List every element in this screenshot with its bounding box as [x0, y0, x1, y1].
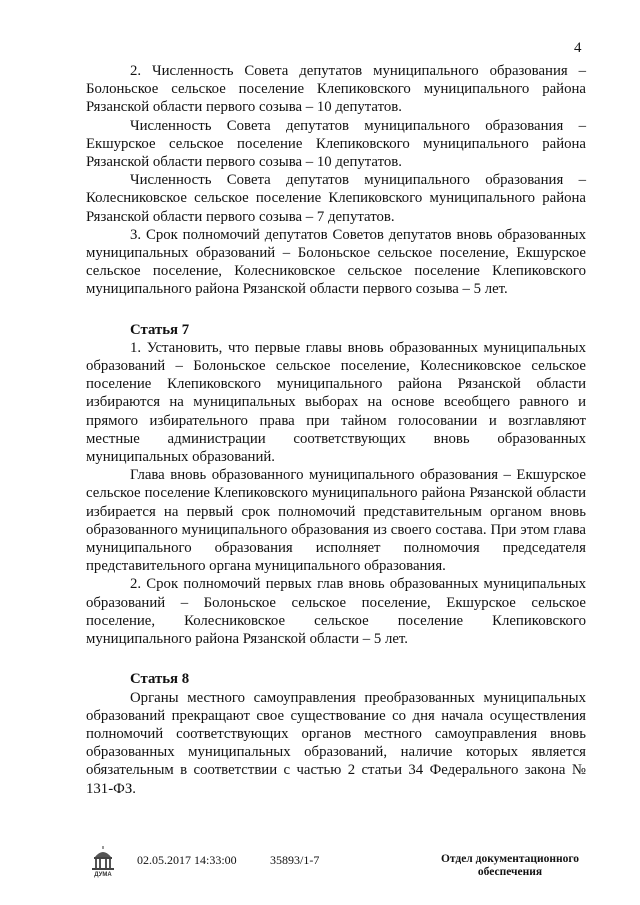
footer-document-number: 35893/1-7: [270, 853, 320, 867]
paragraph: Численность Совета депутатов муниципального образования – Екшурское сельское поселение Клепиковского муниципального района Рязанской области первого созыва – 10 депутатов.: [86, 117, 586, 171]
duma-building-icon: [86, 844, 120, 878]
page-number: 4: [574, 40, 582, 56]
logo-text: ДУМА: [94, 872, 112, 878]
footer-department-line: Отдел документационного: [440, 853, 580, 865]
paragraph: Органы местного самоуправления преобразованных муниципальных образований прекращают свое существование со дня начала осуществления полномочий соответствующих органов местного самоуправления вновь образованных муниципальных образований, наличие которых является обязательным в соответствии с частью 2 статьи 34 Федерального закона № 131-ФЗ.: [86, 689, 586, 797]
footer-department: [434, 853, 586, 879]
document-body: [86, 62, 586, 798]
footer-date: 02.05.2017 14:33:00: [137, 853, 237, 867]
page-footer: [0, 838, 640, 878]
article-heading: Статья 8: [130, 671, 190, 688]
paragraph: Глава вновь образованного муниципального образования – Екшурское сельское поселение Клепиковского муниципального района Рязанской области избирается на первый срок полномочий представительным органом вновь образованного муниципального образования из своего состава. При этом глава муниципального образования исполняет полномочия председателя представительного органа муниципального образования.: [86, 467, 586, 575]
footer-department-line: обеспечения: [477, 866, 543, 878]
paragraph: 2. Срок полномочий первых глав вновь образованных муниципальных образований – Болоньское сельское поселение, Екшурское сельское поселение, Колесниковское сельское поселение Клепиковского муниципального района Рязанской области – 5 лет.: [86, 576, 586, 648]
paragraph: 2. Численность Совета депутатов муниципального образования – Болоньское сельское поселение Клепиковского муниципального района Рязанской области первого созыва – 10 депутатов.: [86, 63, 586, 116]
paragraph: Численность Совета депутатов муниципального образования – Колесниковское сельское поселение Клепиковского муниципального района Рязанской области первого созыва – 7 депутатов.: [86, 172, 586, 225]
paragraph: 3. Срок полномочий депутатов Советов депутатов вновь образованных муниципальных образований – Болоньское сельское поселение, Екшурское сельское поселение, Колесниковское сельское поселение Клепиковского муниципального района Рязанской области первого созыва – 5 лет.: [86, 226, 586, 298]
paragraph: 1. Установить, что первые главы вновь образованных муниципальных образований – Болоньское сельское поселение, Колесниковское сельское поселение Клепиковского муниципального района Рязанской области избираются на муниципальных выборах на основе всеобщего равного и прямого избирательного права при тайном голосовании и возглавляют местные администрации соответствующих вновь образованных муниципальных образований.: [86, 339, 586, 466]
article-heading: Статья 7: [130, 321, 190, 338]
